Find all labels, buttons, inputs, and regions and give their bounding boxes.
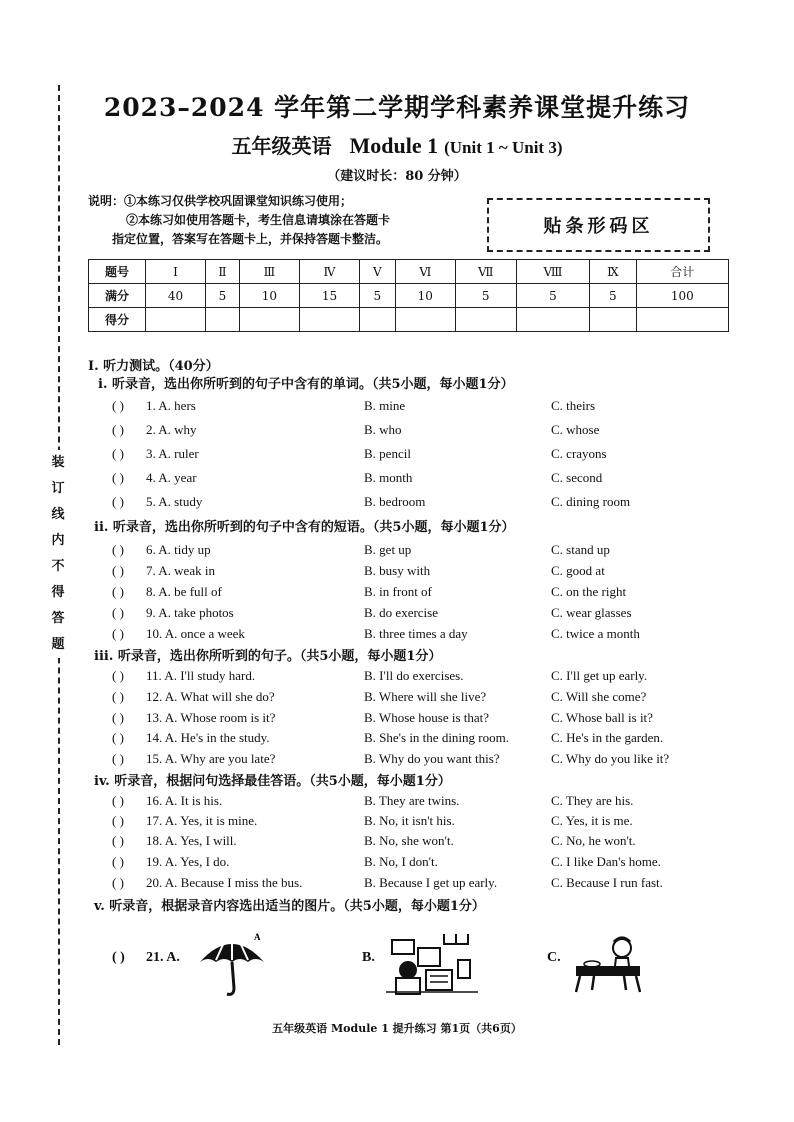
answer-paren[interactable]: ( ) [112, 730, 124, 745]
question-row [0, 605, 794, 623]
question-row [0, 470, 794, 488]
option-a: 14. A. He's in the study. [146, 730, 270, 745]
answer-paren[interactable]: ( ) [112, 813, 124, 828]
score-table-header-row [89, 260, 729, 284]
option-b: B. get up [364, 542, 412, 557]
umbrella-picture [196, 930, 268, 998]
option-c: C. on the right [551, 584, 627, 599]
option-a: 17. A. Yes, it is mine. [146, 813, 258, 828]
option-a: 6. A. tidy up [146, 542, 211, 557]
question-row [0, 626, 794, 644]
answer-paren[interactable]: ( ) [112, 446, 124, 461]
instruction-line: 指定位置，答案写在答题卡上，并保持答题卡整洁。 [112, 232, 389, 246]
question-row [0, 854, 794, 872]
score-cell[interactable] [206, 308, 240, 332]
answer-paren[interactable]: ( ) [112, 626, 124, 641]
option-a: 13. A. Whose room is it? [146, 710, 276, 725]
option-a: 15. A. Why are you late? [146, 751, 276, 766]
option-b: B. No, she won't. [364, 833, 454, 848]
question-number-cell: Ⅲ [239, 260, 299, 284]
question-number-cell: Ⅷ [516, 260, 589, 284]
question-21 [0, 930, 794, 1000]
option-a: 20. A. Because I miss the bus. [146, 875, 303, 890]
question-number-cell: Ⅱ [206, 260, 240, 284]
question-number-cell: Ⅳ [299, 260, 359, 284]
score-cell[interactable] [146, 308, 206, 332]
answer-paren[interactable]: ( ) [112, 793, 124, 808]
option-b: B. who [364, 422, 402, 437]
module-label: Module 1 [349, 133, 439, 158]
option-c: C. I like Dan's home. [551, 854, 661, 869]
binding-char: 答 [51, 611, 65, 626]
question-row [0, 563, 794, 581]
question-row [0, 833, 794, 851]
part-title: i. 听录音，选出你所听到的句子中含有的单词。（共5小题，每小题1分） [98, 377, 514, 392]
page-footer: 五年级英语 Module 1 提升练习 第1页（共6页） [272, 1022, 522, 1035]
score-cell[interactable] [455, 308, 516, 332]
question-number-cell: Ⅶ [455, 260, 516, 284]
option-b: B. in front of [364, 584, 432, 599]
section-heading: Ⅰ. 听力测试。（40分） [88, 359, 219, 374]
score-cell[interactable] [299, 308, 359, 332]
option-c: C. twice a month [551, 626, 640, 641]
page-title: 2023–2024 学年第二学期学科素养课堂提升练习 [103, 93, 691, 122]
question-row [0, 542, 794, 560]
option-a: 7. A. weak in [146, 563, 215, 578]
answer-paren[interactable]: ( ) [112, 689, 124, 704]
score-cell[interactable] [360, 308, 396, 332]
option-b: B. Because I get up early. [364, 875, 498, 890]
svg-text:A: A [254, 932, 261, 942]
option-a: 8. A. be full of [146, 584, 222, 599]
answer-paren[interactable]: ( ) [112, 422, 124, 437]
option-c: C. No, he won't. [551, 833, 636, 848]
row-label: 题号 [89, 260, 146, 284]
option-b: B. They are twins. [364, 793, 460, 808]
question-number-cell: Ⅵ [395, 260, 455, 284]
question-row [0, 398, 794, 416]
full-mark-cell: 100 [636, 284, 728, 308]
option-b: B. She's in the dining room. [364, 730, 509, 745]
answer-paren[interactable]: ( ) [112, 875, 124, 890]
full-mark-cell: 40 [146, 284, 206, 308]
option-b: B. I'll do exercises. [364, 668, 464, 683]
question-row [0, 793, 794, 811]
dining-table-picture [570, 932, 650, 996]
option-c: C. crayons [551, 446, 607, 461]
option-a: 5. A. study [146, 494, 203, 509]
full-mark-cell: 5 [206, 284, 240, 308]
question-number-cell: Ⅸ [590, 260, 636, 284]
option-c: C. good at [551, 563, 605, 578]
answer-paren[interactable]: ( ) [112, 950, 125, 965]
instruction-line: 说明：①本练习仅供学校巩固课堂知识练习使用； [88, 194, 353, 208]
barcode-area: 贴条形码区 [487, 198, 710, 252]
question-row [0, 710, 794, 728]
answer-paren[interactable]: ( ) [112, 494, 124, 509]
score-cell[interactable] [516, 308, 589, 332]
answer-paren[interactable]: ( ) [112, 668, 124, 683]
option-a: 18. A. Yes, I will. [146, 833, 237, 848]
option-a: 1. A. hers [146, 398, 196, 413]
score-table-score-row [89, 308, 729, 332]
question-row [0, 494, 794, 512]
option-label-c: C. [547, 950, 561, 965]
messy-room-picture [382, 930, 482, 998]
full-mark-cell: 5 [590, 284, 636, 308]
question-row [0, 584, 794, 602]
question-row [0, 730, 794, 748]
option-label-a: 21. A. [146, 950, 180, 965]
binding-char: 订 [51, 481, 65, 496]
option-c: C. Will she come? [551, 689, 647, 704]
page-subtitle [0, 130, 794, 159]
option-a: 3. A. ruler [146, 446, 199, 461]
option-c: C. Why do you like it? [551, 751, 670, 766]
part-title: ii. 听录音，选出你所听到的句子中含有的短语。（共5小题，每小题1分） [94, 520, 515, 535]
option-c: C. I'll get up early. [551, 668, 648, 683]
full-mark-cell: 15 [299, 284, 359, 308]
score-cell[interactable] [590, 308, 636, 332]
full-mark-cell: 10 [239, 284, 299, 308]
option-c: C. Yes, it is me. [551, 813, 633, 828]
binding-char: 得 [51, 585, 65, 600]
option-b: B. Why do you want this? [364, 751, 500, 766]
question-number-cell: Ⅰ [146, 260, 206, 284]
score-table-full-marks-row [89, 284, 729, 308]
full-mark-cell: 5 [360, 284, 396, 308]
question-row [0, 689, 794, 707]
row-label: 得分 [89, 308, 146, 332]
option-a: 10. A. once a week [146, 626, 245, 641]
part-title: iv. 听录音，根据问句选择最佳答语。（共5小题，每小题1分） [94, 774, 451, 789]
option-b: B. busy with [364, 563, 431, 578]
answer-paren[interactable]: ( ) [112, 584, 124, 599]
full-mark-cell: 5 [455, 284, 516, 308]
score-cell[interactable] [636, 308, 728, 332]
binding-char: 题 [51, 637, 65, 652]
question-number-cell: 合计 [636, 260, 728, 284]
option-c: C. Whose ball is it? [551, 710, 653, 725]
option-c: C. He's in the garden. [551, 730, 664, 745]
option-c: C. wear glasses [551, 605, 632, 620]
units-label: (Unit 1 ~ Unit 3) [444, 138, 563, 157]
option-b: B. Whose house is that? [364, 710, 490, 725]
instructions [88, 192, 390, 249]
subject-label: 五年级英语 [231, 134, 332, 158]
option-a: 11. A. I'll study hard. [146, 668, 256, 683]
binding-char: 不 [51, 559, 65, 574]
binding-char: 线 [51, 507, 65, 522]
binding-char: 内 [51, 533, 65, 548]
score-cell[interactable] [395, 308, 455, 332]
option-c: C. They are his. [551, 793, 634, 808]
option-a: 12. A. What will she do? [146, 689, 275, 704]
option-label-b: B. [362, 950, 375, 965]
answer-paren[interactable]: ( ) [112, 563, 124, 578]
option-a: 19. A. Yes, I do. [146, 854, 230, 869]
option-c: C. dining room [551, 494, 631, 509]
answer-paren[interactable]: ( ) [112, 833, 124, 848]
part-title: v. 听录音，根据录音内容选出适当的图片。（共5小题，每小题1分） [94, 899, 485, 914]
score-table [88, 259, 729, 332]
question-row [0, 668, 794, 686]
option-a: 9. A. take photos [146, 605, 234, 620]
instruction-line: ②本练习如使用答题卡，考生信息请填涂在答题卡 [126, 213, 391, 227]
option-a: 2. A. why [146, 422, 197, 437]
option-b: B. Where will she live? [364, 689, 487, 704]
option-b: B. do exercise [364, 605, 439, 620]
option-b: B. mine [364, 398, 406, 413]
answer-paren[interactable]: ( ) [112, 470, 124, 485]
option-c: C. second [551, 470, 603, 485]
question-number-cell: Ⅴ [360, 260, 396, 284]
answer-paren[interactable]: ( ) [112, 605, 124, 620]
question-row [0, 751, 794, 769]
answer-paren[interactable]: ( ) [112, 751, 124, 766]
option-a: 16. A. It is his. [146, 793, 223, 808]
option-b: B. three times a day [364, 626, 468, 641]
answer-paren[interactable]: ( ) [112, 542, 124, 557]
question-row [0, 875, 794, 893]
answer-paren[interactable]: ( ) [112, 854, 124, 869]
answer-paren[interactable]: ( ) [112, 398, 124, 413]
option-a: 4. A. year [146, 470, 197, 485]
option-c: C. stand up [551, 542, 610, 557]
option-b: B. bedroom [364, 494, 426, 509]
part-title: iii. 听录音，选出你所听到的句子。（共5小题，每小题1分） [94, 649, 442, 664]
option-b: B. month [364, 470, 413, 485]
question-row [0, 813, 794, 831]
option-b: B. pencil [364, 446, 411, 461]
full-mark-cell: 5 [516, 284, 589, 308]
option-b: B. No, it isn't his. [364, 813, 455, 828]
score-cell[interactable] [239, 308, 299, 332]
option-b: B. No, I don't. [364, 854, 438, 869]
option-c: C. whose [551, 422, 600, 437]
row-label: 满分 [89, 284, 146, 308]
question-row [0, 422, 794, 440]
option-c: C. theirs [551, 398, 596, 413]
answer-paren[interactable]: ( ) [112, 710, 124, 725]
duration-note: （建议时长：80 分钟） [327, 169, 467, 184]
binding-char: 装 [51, 455, 65, 470]
question-row [0, 446, 794, 464]
option-c: C. Because I run fast. [551, 875, 663, 890]
full-mark-cell: 10 [395, 284, 455, 308]
